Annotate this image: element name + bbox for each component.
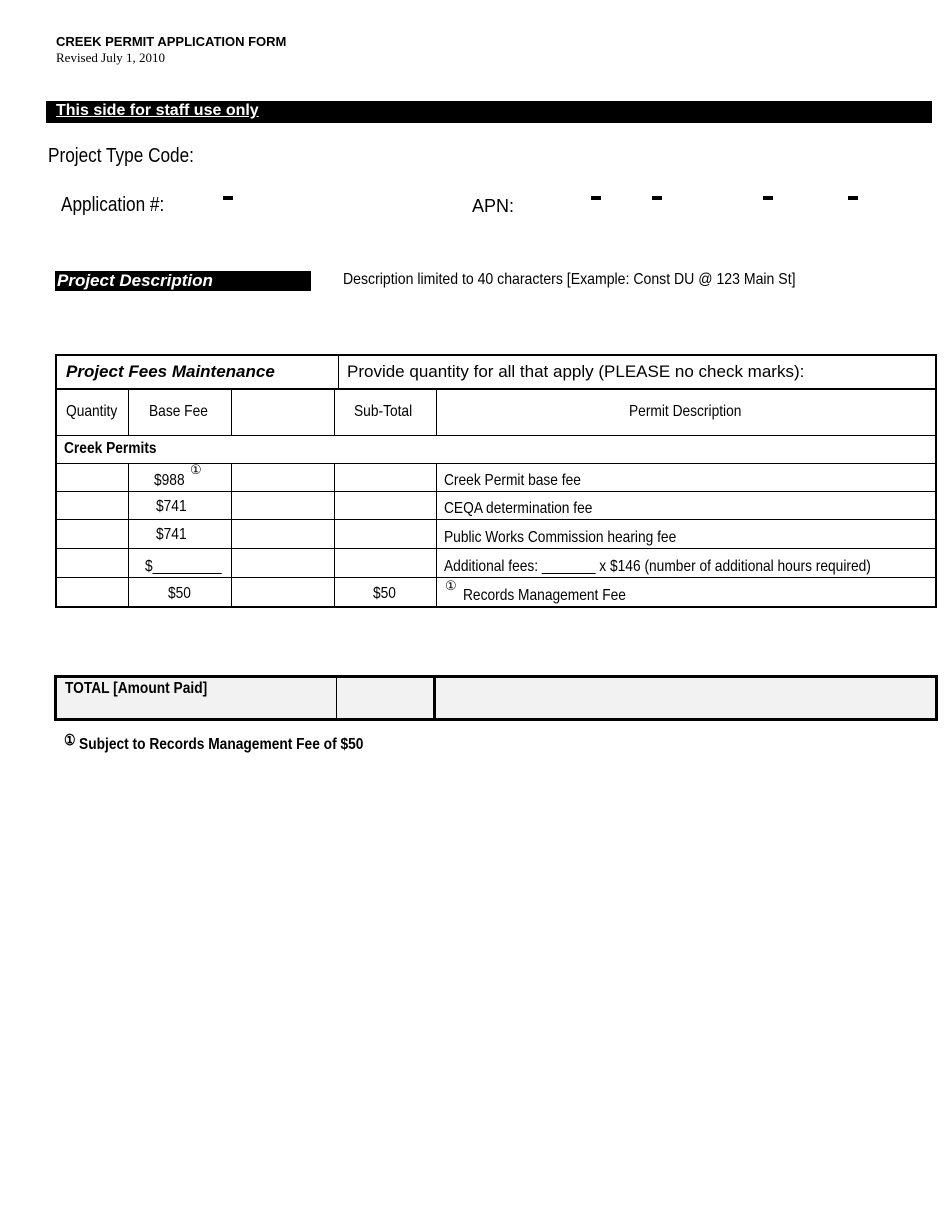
apn-dash (652, 196, 662, 200)
sub-total-cell: $50 (373, 585, 396, 602)
sub-total-header: Sub-Total (354, 403, 413, 420)
footnote-marker: ① (190, 462, 202, 477)
fees-table (55, 354, 937, 608)
total-table (54, 675, 938, 721)
footnote-text: Subject to Records Management Fee of $50 (79, 736, 364, 753)
permit-description-cell: Creek Permit base fee (444, 472, 581, 489)
fees-instruction: Provide quantity for all that apply (PLEASE no check marks): (347, 362, 805, 381)
base-fee-cell: $741 (156, 526, 187, 543)
project-description-label: Project Description (57, 271, 213, 290)
apn-dash (591, 196, 601, 200)
application-dash (223, 196, 233, 200)
creek-permits-section: Creek Permits (64, 440, 157, 457)
base-fee-cell: $741 (156, 498, 187, 515)
staff-use-bar (46, 101, 932, 123)
footnote-symbol: ① (64, 732, 76, 749)
project-type-code-label: Project Type Code: (48, 145, 194, 167)
footnote (64, 732, 364, 754)
permit-description-cell: CEQA determination fee (444, 500, 593, 517)
permit-description-cell: Records Management Fee (463, 587, 626, 604)
description-note: Description limited to 40 characters [Example: Const DU @ 123 Main St] (343, 271, 796, 288)
apn-label: APN: (472, 196, 515, 216)
base-fee-cell: $50 (168, 585, 191, 602)
revised-date: Revised July 1, 2010 (56, 50, 166, 65)
base-fee-cell: $988 (154, 472, 185, 489)
permit-description-cell: Public Works Commission hearing fee (444, 529, 677, 546)
base-fee-header: Base Fee (149, 403, 208, 420)
permit-description-header: Permit Description (629, 403, 742, 420)
quantity-header: Quantity (66, 403, 118, 420)
apn-dash (763, 196, 773, 200)
project-description-bar (55, 271, 311, 291)
footnote-marker: ① (445, 578, 457, 593)
permit-description-cell: Additional fees: _______ x $146 (number of additional hours required) (444, 558, 871, 575)
base-fee-cell: $_________ (145, 558, 222, 575)
fees-title: Project Fees Maintenance (66, 362, 275, 381)
total-label: TOTAL [Amount Paid] (65, 680, 208, 697)
form-title: CREEK PERMIT APPLICATION FORM (56, 34, 287, 49)
application-number-label: Application #: (61, 194, 165, 216)
staff-use-label: This side for staff use only (56, 102, 259, 119)
apn-dash (848, 196, 858, 200)
